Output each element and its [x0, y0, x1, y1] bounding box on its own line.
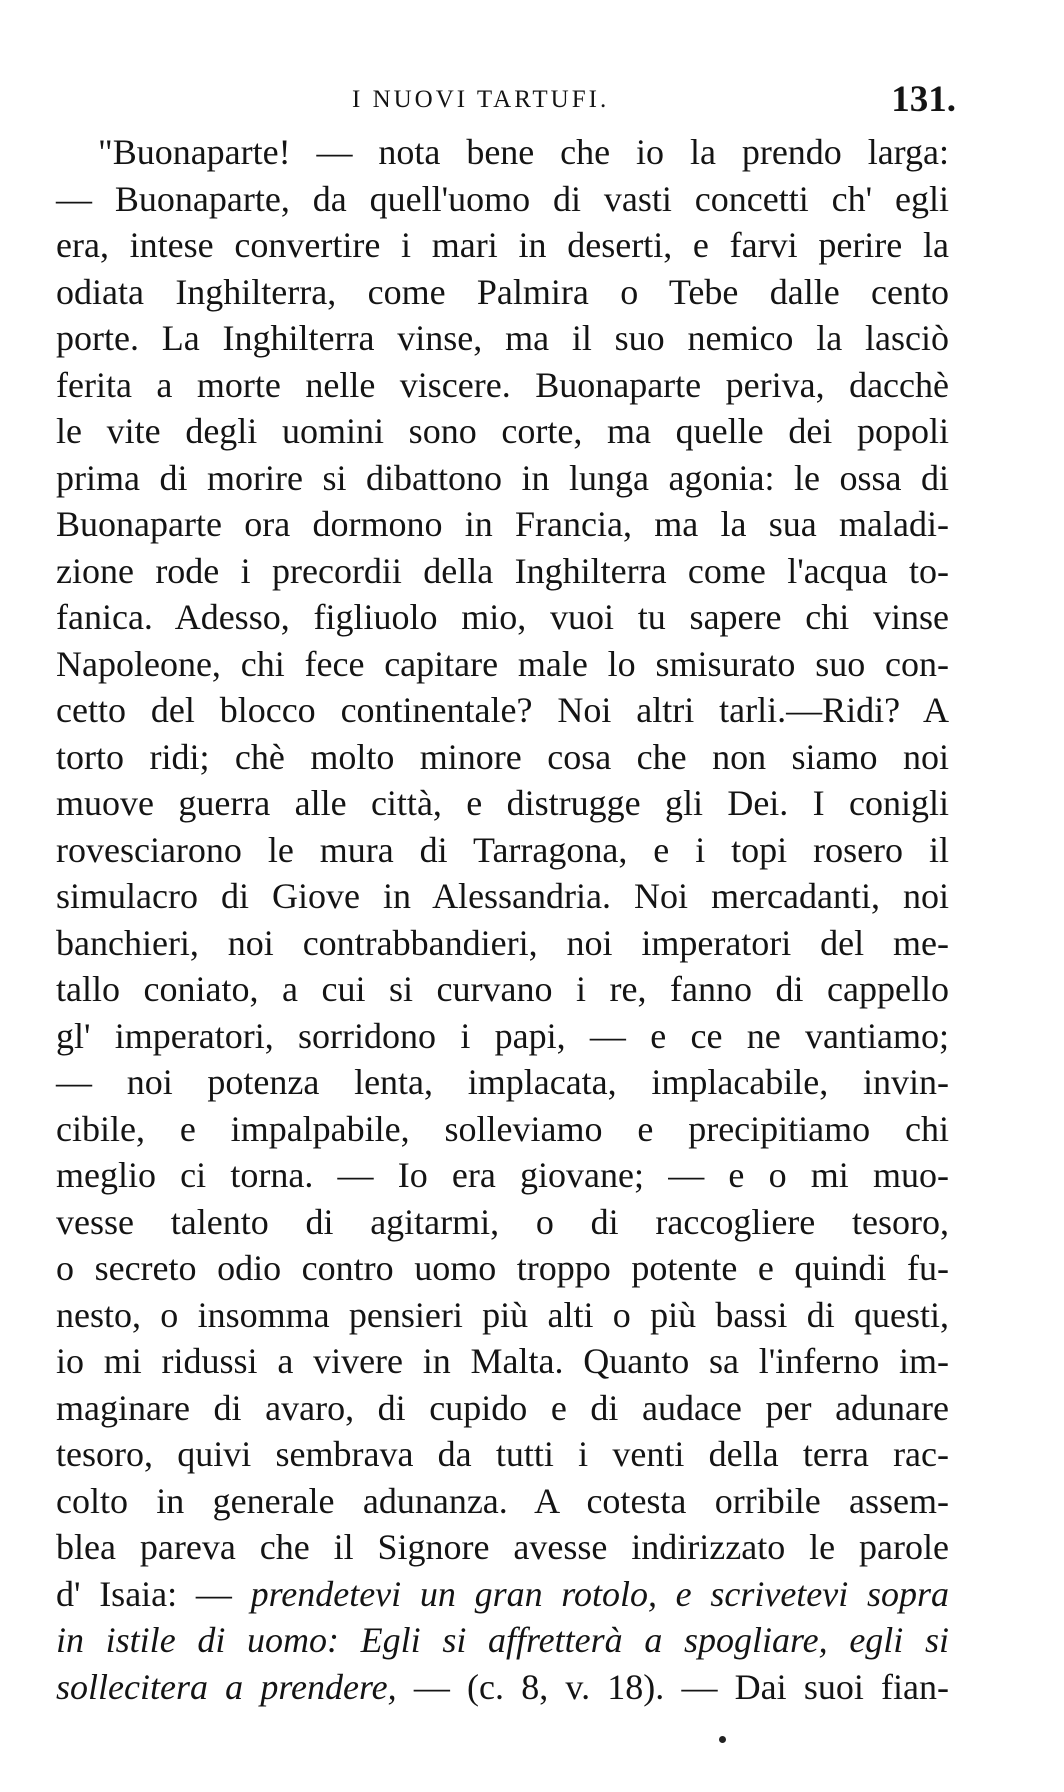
text-line: nesto, o insomma pensieri più alti o più bassi di questi,: [56, 1294, 949, 1335]
print-speck: [719, 1736, 726, 1743]
text-line: muove guerra alle città, e distrugge gli Dei. I conigli: [56, 783, 949, 823]
text-line: "Buonaparte! — nota bene che io la prendo larga:: [98, 132, 949, 172]
text-line: tesoro, quivi sembrava da tutti i venti della terra rac-: [56, 1434, 949, 1474]
text-line-quote-end: [56, 1664, 949, 1711]
text-line: porte. La Inghilterra vinse, ma il suo nemico la lasciò: [56, 318, 949, 358]
line-roman-part: d' Isaia: —: [56, 1573, 251, 1614]
text-line: fanica. Adesso, figliuolo mio, vuoi tu sapere chi vinse: [56, 597, 949, 637]
text-line: o secreto odio contro uomo troppo potente e quindi fu-: [56, 1248, 949, 1288]
running-head: [56, 79, 956, 122]
text-line: Napoleone, chi fece capitare male lo smisurato suo con-: [56, 643, 949, 684]
text-line: blea pareva che il Signore avesse indirizzato le parole: [56, 1527, 949, 1567]
text-line: io mi ridussi a vivere in Malta. Quanto sa l'inferno im-: [56, 1341, 949, 1381]
text-line: odiata Inghilterra, come Palmira o Tebe dalle cento: [56, 271, 949, 312]
text-line: rovesciarono le mura di Tarragona, e i topi rosero il: [56, 829, 949, 870]
text-line: prima di morire si dibattono in lunga agonia: le ossa di: [56, 457, 949, 498]
running-title: I NUOVI TARTUFI.: [352, 86, 610, 113]
line-italic-part: sollecitera a prendere,: [56, 1666, 397, 1707]
line-roman-part: — (c. 8, v. 18). — Dai suoi fian-: [396, 1666, 949, 1707]
text-line: — Buonaparte, da quell'uomo di vasti concetti ch' egli: [56, 178, 949, 219]
text-line: — noi potenza lenta, implacata, implacabile, invin-: [56, 1062, 949, 1102]
line-italic-part: prendetevi un gran rotolo, e scrivetevi sopra: [250, 1573, 949, 1614]
text-line-quote: in istile di uomo: Egli si affretterà a spogliare, egli si: [56, 1620, 949, 1660]
text-line: vesse talento di agitarmi, o di raccogliere tesoro,: [56, 1201, 949, 1242]
text-line: banchieri, noi contrabbandieri, noi imperatori del me-: [56, 922, 949, 963]
text-line: le vite degli uomini sono corte, ma quelle dei popoli: [56, 411, 949, 451]
text-line: simulacro di Giove in Alessandria. Noi mercadanti, noi: [56, 876, 949, 916]
text-line: tallo coniato, a cui si curvano i re, fanno di cappello: [56, 969, 949, 1009]
text-line: gl' imperatori, sorridono i papi, — e ce ne vantiamo;: [56, 1015, 949, 1056]
text-line: colto in generale adunanza. A cotesta orribile assem-: [56, 1480, 949, 1521]
text-line: Buonaparte ora dormono in Francia, ma la sua maladi-: [56, 504, 949, 544]
text-line: meglio ci torna. — Io era giovane; — e o mi muo-: [56, 1155, 949, 1195]
page-number: 131.: [891, 79, 956, 120]
text-line-quote-start: [56, 1571, 949, 1618]
text-line: maginare di avaro, di cupido e di audace per adunare: [56, 1387, 949, 1428]
body-text: [56, 129, 949, 1710]
text-line: cibile, e impalpabile, solleviamo e precipitiamo chi: [56, 1108, 949, 1149]
text-line: ferita a morte nelle viscere. Buonaparte periva, dacchè: [56, 364, 949, 405]
text-line: torto ridi; chè molto minore cosa che non siamo noi: [56, 736, 949, 777]
text-line: cetto del blocco continentale? Noi altri tarli.—Ridi? A: [56, 690, 949, 730]
text-line: era, intese convertire i mari in deserti, e farvi perire la: [56, 225, 949, 265]
text-line: zione rode i precordii della Inghilterra come l'acqua to-: [56, 550, 949, 591]
